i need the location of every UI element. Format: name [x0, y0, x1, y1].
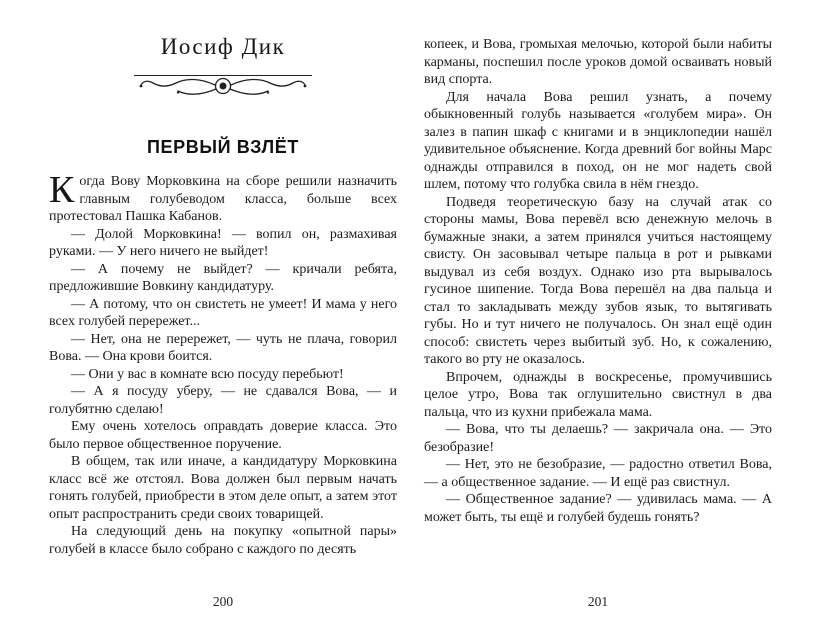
paragraph: В общем, так или иначе, а кандидатуру Морковкина класс всё же отстоял. Вова должен был первым начать гонять голубей, приобрести в этом деле опыт, а затем этот опыт распространить среди своих товарищей. [49, 454, 397, 522]
paragraph [49, 169, 397, 226]
paragraph: — Нет, это не безобразие, — радостно ответил Вова, — а общественное задание. — И ещё раз свистнул. [424, 457, 772, 490]
paragraph-text: огда Вову Морковкина на сборе решили назначить главным голубеводом класса, больше всех протестовал Пашка Кабанов. [49, 174, 397, 224]
paragraph: — Долой Морковкина! — вопил он, размахивая руками. — У него ничего не выйдет! [49, 226, 397, 259]
paragraph: копеек, и Вова, громыхая мелочью, которой были набиты карманы, поспешил после уроков домой осваивать новый вид спорта. [424, 37, 772, 87]
paragraph: — Вова, что ты делаешь? — закричала она. — Это безобразие! [424, 422, 772, 455]
author-name: Иосиф Дик [160, 34, 286, 59]
paragraph: На следующий день на покупку «опытной пары» голубей в классе было собрано с каждого по десять [49, 524, 397, 557]
page-number-right: 201 [587, 594, 609, 609]
page-right [424, 0, 772, 629]
story-title: ПЕРВЫЙ ВЗЛЁТ [147, 137, 299, 157]
paragraph: — Они у вас в комнате всю посуду перебьют! [71, 366, 344, 382]
paragraph: — А потому, что он свистеть не умеет! И мама у него всех голубей перережет... [49, 296, 397, 329]
drop-cap: К [49, 169, 75, 211]
paragraph: — А почему не выйдет? — кричали ребята, предложившие Вовкину кандидатуру. [49, 261, 397, 294]
paragraph: — Нет, она не перережет, — чуть не плача, говорил Вова. — Она крови боится. [49, 331, 397, 364]
paragraph: Подведя теоретическую базу на случай атак со стороны мамы, Вова перевёл всю денежную мелочь в бумажные знаки, а затем принялся учиться настоящему свисту. Он засовывал четыре пальца в рот и рывками выдувал из себя воздух. Однако изо рта вырывалось гусиное шипение. Тогда Вова перешёл на два пальца и стал то закладывать между зубов язык, то вытягивать губы. Но и тут ничего не получалось. Он знал ещё один способ: свистеть через выбитый зуб. Но, к сожалению, такого во рту не оказалось. [424, 194, 772, 367]
page-number-left: 200 [212, 594, 234, 609]
paragraph: Для начала Вова решил узнать, а почему обыкновенный голубь называется «голубем мира». Он залез в папин шкаф с книгами и в энциклопедии нашёл удивительное объяснение. Когда древний бог войны Марс однажды отправился в поход, он не мог надеть свой шлем, потому что голубка свила в нём гнездо. [424, 89, 772, 192]
paragraph: — Общественное задание? — удивилась мама. — А может быть, ты ещё и голубей будешь гонять? [424, 492, 772, 525]
paragraph: Ему очень хотелось оправдать доверие класса. Это было первое общественное поручение. [49, 419, 397, 452]
left-page-text [49, 169, 397, 558]
paragraph: — А я посуду уберу, — не сдавался Вова, — и голубятню сделаю! [49, 384, 397, 417]
paragraph: Впрочем, однажды в воскресенье, промучившись целое утро, Вова так оглушительно свистнул в два пальца, что из кухни прибежала мама. [424, 369, 772, 420]
right-page-text [424, 36, 772, 526]
page-left [49, 0, 397, 629]
floral-flourish-icon [49, 75, 397, 101]
